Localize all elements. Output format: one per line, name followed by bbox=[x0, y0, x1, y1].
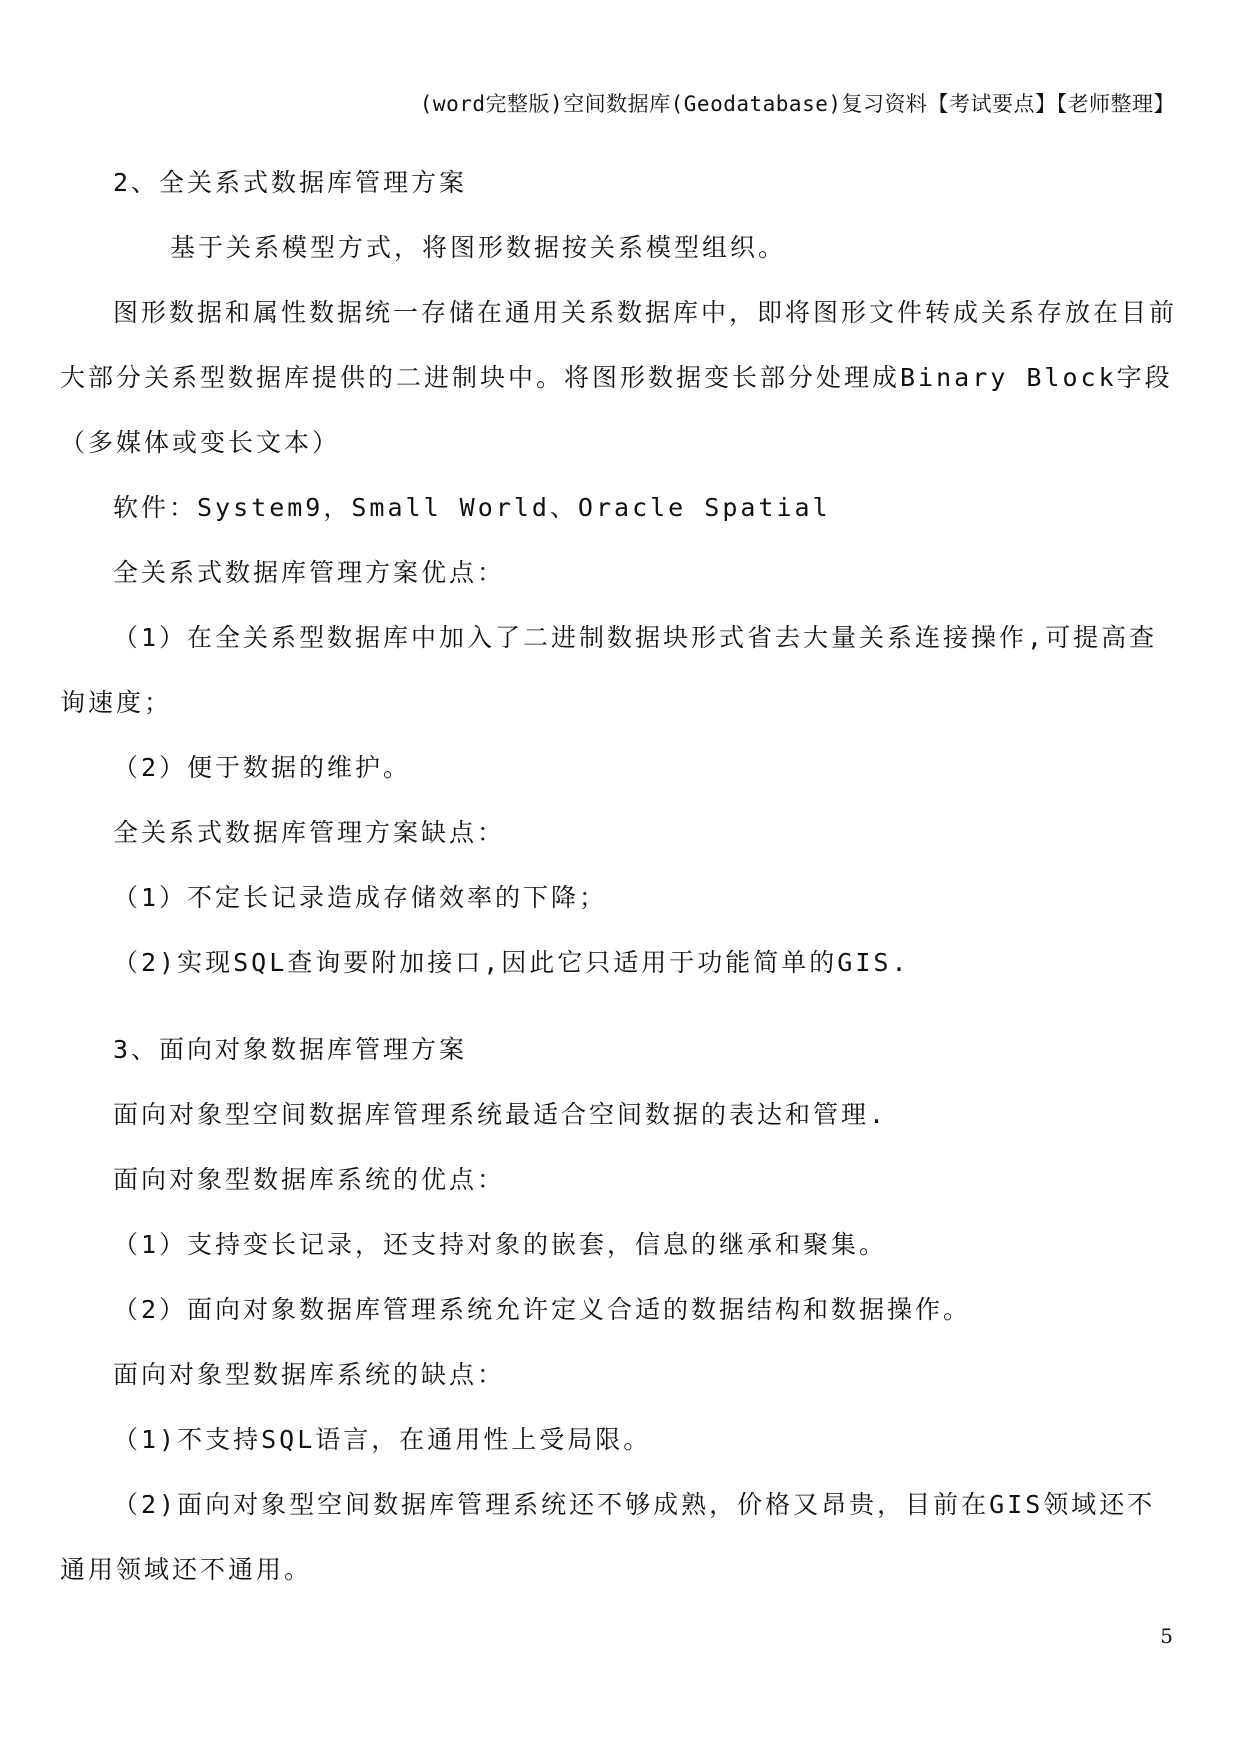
section-2-con-item: （1）不定长记录造成存储效率的下降； bbox=[113, 883, 608, 912]
section-3-pro-item: （1）支持变长记录，还支持对象的嵌套，信息的继承和聚集。 bbox=[113, 1230, 888, 1259]
section-3-con-item: （1)不支持SQL语言，在通用性上受局限。 bbox=[113, 1425, 652, 1454]
section-2-heading: 2、全关系式数据库管理方案 bbox=[113, 168, 468, 197]
section-2-software: 软件：System9，Small World、Oracle Spatial bbox=[113, 493, 831, 522]
section-3-con-item: （2)面向对象型空间数据库管理系统还不够成熟，价格又昂贵，目前在GIS领域还不通用领域还不通用。 bbox=[60, 1490, 1156, 1584]
section-2-pro-item: （1）在全关系型数据库中加入了二进制数据块形式省去大量关系连接操作,可提高查询速度； bbox=[60, 623, 1158, 717]
section-2-paragraph: 图形数据和属性数据统一存储在通用关系数据库中，即将图形文件转成关系存放在目前大部分关系型数据库提供的二进制块中。将图形数据变长部分处理成Binary Block字段（多媒体或变长文本） bbox=[60, 298, 1178, 457]
section-2-intro: 基于关系模型方式，将图形数据按关系模型组织。 bbox=[170, 233, 787, 262]
section-2-pro-item: （2）便于数据的维护。 bbox=[113, 753, 412, 782]
page-content bbox=[60, 150, 1180, 1602]
section-2-con-item: （2)实现SQL查询要附加接口,因此它只适用于功能简单的GIS. bbox=[113, 948, 910, 977]
section-3-heading: 3、面向对象数据库管理方案 bbox=[113, 1035, 468, 1064]
section-3-intro: 面向对象型空间数据库管理系统最适合空间数据的表达和管理. bbox=[113, 1100, 888, 1129]
section-3-pro-item: （2）面向对象数据库管理系统允许定义合适的数据结构和数据操作。 bbox=[113, 1295, 972, 1324]
section-2-cons-heading: 全关系式数据库管理方案缺点： bbox=[113, 818, 506, 847]
section-spacer bbox=[60, 995, 1180, 1017]
page-header: (word完整版)空间数据库(Geodatabase)复习资料【考试要点】【老师整理】 bbox=[419, 92, 1175, 116]
section-2-pros-heading: 全关系式数据库管理方案优点： bbox=[113, 558, 506, 587]
page-number: 5 bbox=[1160, 1624, 1173, 1648]
section-3-cons-heading: 面向对象型数据库系统的缺点： bbox=[113, 1360, 506, 1389]
section-3-pros-heading: 面向对象型数据库系统的优点： bbox=[113, 1165, 506, 1194]
